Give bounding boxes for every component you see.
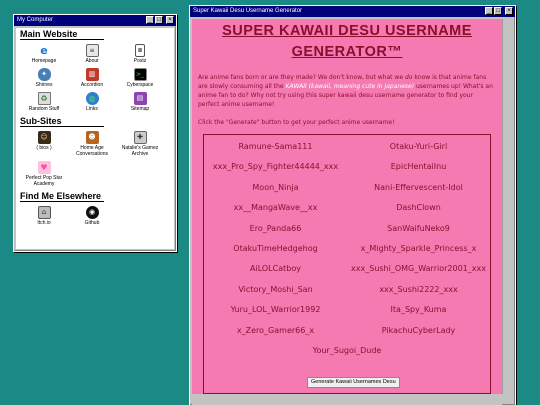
icon-label: Github [84,220,100,226]
icon-label: Home Age Conversations [76,145,108,157]
close-button[interactable]: × [166,16,174,24]
my-computer-body [16,28,174,249]
icon-label: Natalie's Gamez Archive [121,145,159,157]
desktop-icon-about[interactable] [68,44,116,64]
username-item: Moon_Ninja [252,182,299,192]
username-generator-window [189,5,516,405]
recycle-bin-icon: ♻ [38,92,51,105]
desktop-icon-homepage[interactable] [20,44,68,64]
username-item: Ramune-Sama111 [238,142,313,151]
desktop-icon-shrines[interactable] [20,68,68,88]
minimize-button[interactable]: _ [146,16,154,24]
desktop-icon-perfect-pop-star-academy[interactable] [20,161,68,187]
main-website-grid [20,44,170,112]
username-item: PikachuCyberLady [381,325,456,335]
maximize-button[interactable]: □ [155,16,163,24]
terminal-icon: >_ [134,68,147,81]
itchio-icon: ⌂ [38,206,51,219]
intro-text: know is that anime fans are slowly consuming all the [198,74,487,90]
intro-paragraph [198,73,496,109]
desktop-icon-random-stuff[interactable] [20,92,68,112]
window-title: My Computer [17,17,54,23]
gamepad-icon: ✚ [134,131,147,144]
globe-icon: ◍ [86,92,99,105]
kawaii-highlight: KAWAII (kawaii, meaning cute in Japanese) [285,83,415,90]
maximize-button[interactable]: □ [494,7,502,15]
horizontal-scrollbar[interactable] [192,394,502,405]
minimize-button[interactable]: _ [485,7,493,15]
desktop-icon-home-age-conversations[interactable] [68,131,116,157]
people-icon: ☻ [86,131,99,144]
generate-button[interactable]: Generate Kawaii Usernames Desu [307,377,400,388]
icon-label: Itch.io [37,220,51,226]
intro-text: Are anime fans born or are they made? We don't know, but what we [198,74,405,81]
username-item: x_Mighty_Sparkle_Princess_x [360,243,477,253]
desktop-icon-github[interactable] [68,206,116,226]
generator-content [192,19,502,394]
desktop-icon-itchio[interactable] [20,206,68,226]
vertical-scrollbar[interactable] [502,19,513,394]
username-item: xxx_Pro_Spy_Fighter44444_xxx [212,162,339,172]
desktop-icon-accordion[interactable] [68,68,116,88]
username-item: xx__MangaWave__xx [233,203,318,213]
username-item: Ero_Panda66 [249,223,302,233]
username-item: AiLOLCatboy [250,264,301,274]
find-me-elsewhere-grid [20,206,170,226]
shrine-icon: ✦ [38,68,51,81]
icon-label: Sitemap [130,106,150,112]
icon-label: Postz [133,58,147,64]
bios-icon: ☺ [38,131,51,144]
username-item: xxx_Sushi2222_xxx [379,284,458,294]
username-item: DashClown [396,203,441,213]
my-computer-window [13,14,177,252]
close-button[interactable]: × [505,7,513,15]
intro-text: usernames up! What's an anime fan to do? Why not try using this super kawaii desu username generator to find your perfect anime username! [198,83,493,108]
instruction-text: Click the "Generate" button to get your perfect anime username! [198,119,395,126]
sub-sites-grid [20,131,170,187]
desktop-icon-links[interactable] [68,92,116,112]
notepad-icon: ≡ [86,44,99,57]
page-title: SUPER KAWAII DESU USERNAME GENERATOR™ [222,23,472,60]
document-icon: ≣ [135,44,145,57]
icon-label: Links [86,106,98,112]
desktop-icon-postz[interactable] [116,44,164,64]
heart-icon: ♥ [38,161,51,174]
icon-label: About [85,58,99,64]
username-item: SanWaifuNeko9 [387,223,450,233]
icon-label: Accordion [80,82,104,88]
desktop-icon-bios[interactable] [20,131,68,157]
username-item: Otaku-Yuri-Girl [389,142,448,151]
username-item: Yuru_LOL_Warrior1992 [230,305,321,315]
window-title: Super Kawaii Desu Username Generator [193,8,303,14]
intro-emphasis: do [404,74,413,81]
icon-label: Random Stuff [28,106,60,112]
desktop-icon-sitemap[interactable] [116,92,164,112]
username-item: x_Zero_Gamer66_x [236,325,315,335]
username-item: Your_Sugoi_Dude [312,345,382,355]
username-item: Victory_Moshi_San [238,284,313,294]
icon-label: Homepage [31,58,57,64]
generator-titlebar[interactable] [190,6,515,17]
username-item: EpicHentaiInu [390,162,447,172]
github-icon: ◉ [86,206,99,219]
username-item: Nani-Effervescent-Idol [374,182,463,192]
desktop-icon-cyberspace[interactable] [116,68,164,88]
username-item: Ita_Spy_Kuma [390,305,447,315]
section-title-sub-sites: Sub-Sites [20,116,104,127]
username-item: OtakuTimeHedgehog [233,243,318,253]
ie-icon: e [40,44,48,57]
desktop-icon-natalies-gamez-archive[interactable] [116,131,164,157]
my-computer-titlebar[interactable] [14,15,176,26]
icon-label: Shrines [35,82,53,88]
icon-label: Perfect Pop Star Academy [25,175,63,187]
icon-label: ( bios ) [36,145,52,151]
accordion-icon: ▥ [86,68,99,81]
section-title-find-me-elsewhere: Find Me Elsewhere [20,191,104,202]
section-title-main-website: Main Website [20,29,104,40]
book-icon: ▤ [134,92,147,105]
username-item: xxx_Sushi_OMG_Warrior2001_xxx [351,264,486,274]
icon-label: Cyberspace [126,82,154,88]
username-list [203,134,491,394]
